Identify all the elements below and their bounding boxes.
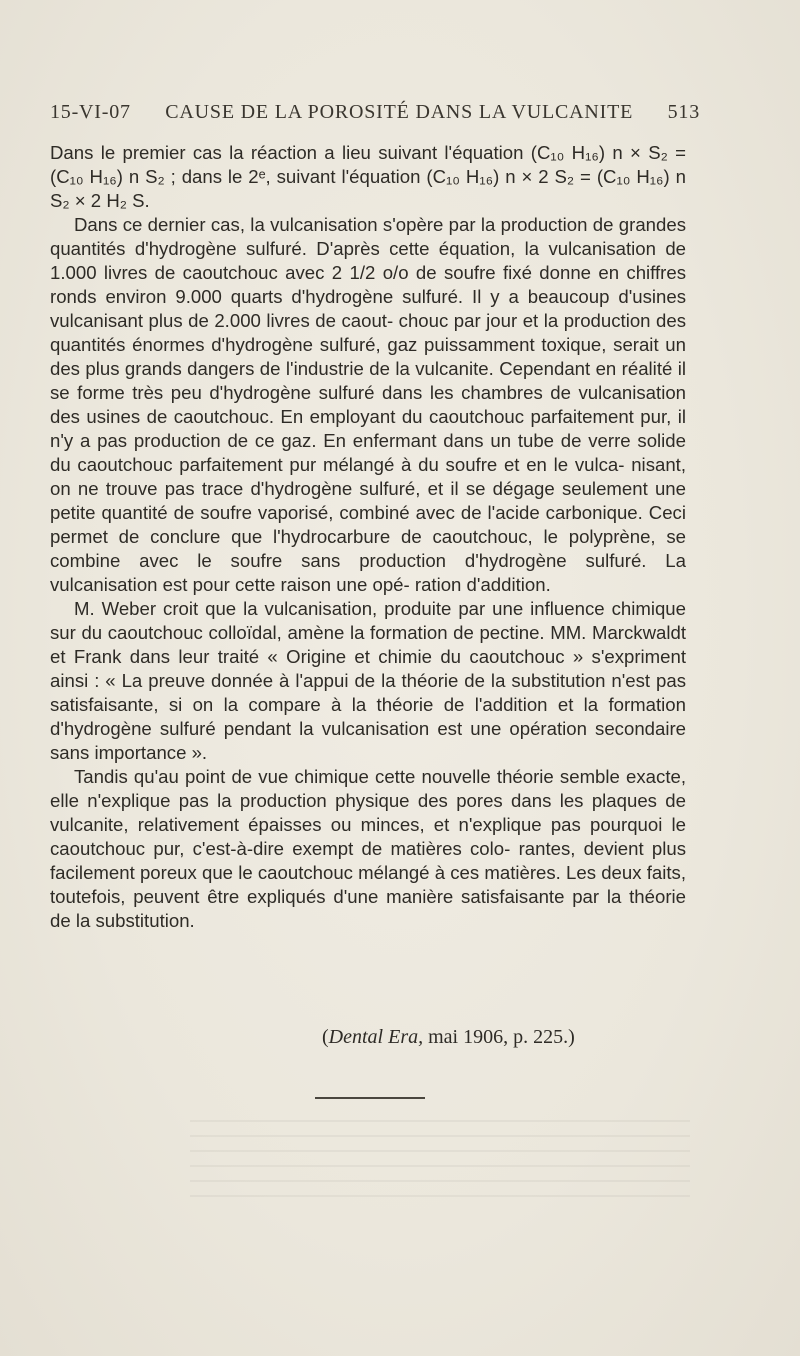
text-line: a pas production de ce gaz. En enfermant dans un tube de verre solide <box>79 430 686 451</box>
text-line: chimique sur du caoutchouc colloïdal, amène la formation de pectine. <box>50 598 686 643</box>
text-line: M. Weber croit que la vulcanisation, produite par une influence <box>74 598 605 619</box>
text-line: rantes, devient plus facilement poreux que le caoutchouc mélangé à <box>50 838 687 883</box>
text-line: de caoutchouc. En employant du caoutchouc parfaitement pur, il n'y <box>50 406 686 451</box>
body-text <box>50 141 686 933</box>
text-line: caoutchouc, le polyprène, se combine avec le soufre sans production <box>50 526 686 571</box>
running-header <box>50 101 700 124</box>
header-date: 15-VI-07 <box>50 101 131 123</box>
text-line: de l'industrie de la vulcanite. Cependant en réalité il se forme très <box>50 358 686 403</box>
text-line: sulfuré, gaz puissamment toxique, serait un des plus grands dangers <box>50 334 686 379</box>
text-line: MM. Marckwaldt et Frank dans leur traité « Origine et chimie du <box>50 622 686 667</box>
text-line: ces matières. Les deux faits, toutefois, peuvent être expliqués d'une <box>50 862 686 907</box>
closing-rule <box>315 1097 425 1099</box>
text-line: pas pourquoi le caoutchouc pur, c'est-à-dire exempt de matières colo- <box>50 814 686 859</box>
text-line: théorie de l'addition et la formation d'hydrogène sulfuré pendant la <box>50 694 686 739</box>
text-line: vulcanisation est une opération secondaire sans importance ». <box>50 718 687 763</box>
text-line: ration d'addition. <box>414 574 551 595</box>
header-title: CAUSE DE LA POROSITÉ DANS LA VULCANITE <box>165 101 634 123</box>
text-line: plaques de vulcanite, relativement épaisses ou minces, et n'explique <box>50 790 686 835</box>
text-line: Tandis qu'au point de vue chimique cette nouvelle théorie semble <box>74 766 620 787</box>
text-line: seulement une petite quantité de soufre vaporisé, combiné avec de <box>50 478 686 523</box>
text-line: manière satisfaisante par la théorie de la substitution. <box>50 886 686 931</box>
text-line: fixé donne en chiffres ronds environ 9.000 quarts d'hydrogène sulfuré. <box>50 262 686 307</box>
paragraph <box>50 597 686 765</box>
citation-details: mai 1906, p. 225.) <box>423 1026 575 1048</box>
paragraph <box>50 765 686 933</box>
citation <box>322 1026 575 1049</box>
citation-journal: Dental Era, <box>328 1026 424 1048</box>
text-line: vulcanisation de 1.000 livres de caoutchouc avec 2 1/2 o/o de soufre <box>50 238 686 283</box>
text-line: Il y a beaucoup d'usines vulcanisant plus de 2.000 livres de caout- <box>50 286 687 331</box>
text-line: l'acide carbonique. Ceci permet de conclure que l'hydrocarbure de <box>50 502 686 547</box>
text-line: n × 2 S₂ = (C₁₀ H₁₆) n S₂ × 2 H₂ S. <box>50 166 687 211</box>
text-line: peu d'hydrogène sulfuré dans les chambres de vulcanisation des usines <box>50 382 687 427</box>
text-line: exacte, elle n'explique pas la production physique des pores dans les <box>50 766 686 811</box>
text-line: théorie de la substitution n'est pas satisfaisante, si on la compare à la <box>50 670 686 715</box>
text-line: Dans ce dernier cas, la vulcanisation s'opère par la production de <box>74 214 614 235</box>
paragraph <box>50 213 686 597</box>
text-line: chouc par jour et la production des quantités énormes d'hydrogène <box>50 310 687 355</box>
text-line: nisant, on ne trouve pas trace d'hydrogène sulfuré, et il se dégage <box>50 454 687 499</box>
text-line: caoutchouc » s'expriment ainsi : « La preuve donnée à l'appui de la <box>50 646 687 691</box>
text-line: du caoutchouc parfaitement pur mélangé à du soufre et en le vulca- <box>50 454 625 475</box>
bleed-through <box>190 1120 690 1200</box>
text-line: n × S₂ = (C₁₀ H₁₆) n S₂ ; dans le 2ᵉ, suivant l'équation (C₁₀ H₁₆) <box>50 142 686 187</box>
citation-open: ( <box>322 1026 329 1048</box>
text-line: grandes quantités d'hydrogène sulfuré. D'après cette équation, la <box>50 214 686 259</box>
text-line: Dans le premier cas la réaction a lieu suivant l'équation (C₁₀ H₁₆) <box>50 142 606 163</box>
paragraph <box>50 141 686 213</box>
page-number: 513 <box>667 101 700 123</box>
text-line: d'hydrogène sulfuré. La vulcanisation est pour cette raison une opé- <box>50 550 686 595</box>
